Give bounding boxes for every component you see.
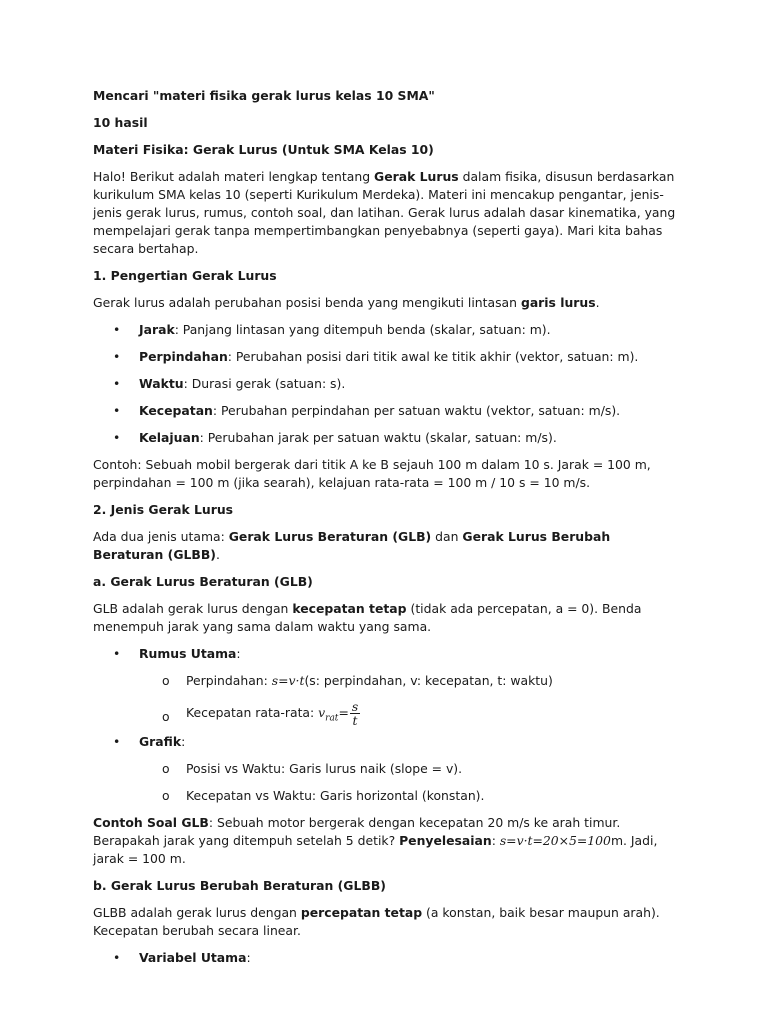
bullet-icon: • <box>113 376 121 391</box>
circle-bullet-icon: o <box>162 673 170 688</box>
bullet-icon: • <box>113 646 121 661</box>
list-item-grafik: • Grafik: <box>113 734 186 750</box>
bullet-icon: • <box>113 322 121 337</box>
list-item-waktu: • Waktu: Durasi gerak (satuan: s). <box>113 376 346 391</box>
formula-v-rat: $v_{rat}=$ <box>318 705 349 724</box>
list-item-kecepatan: • Kecepatan: Perubahan perpindahan per satuan waktu (vektor, satuan: m/s). <box>113 403 621 418</box>
list-item-variabel-utama: • Variabel Utama: <box>113 950 251 966</box>
circle-bullet-icon: o <box>162 709 170 724</box>
section-1-heading: 1. Pengertian Gerak Lurus <box>93 268 277 283</box>
bullet-icon: • <box>113 403 121 418</box>
sub-item-kecepatan-vs-waktu: o Kecepatan vs Waktu: Garis horizontal (konstan). <box>162 788 485 804</box>
bullet-icon: • <box>113 349 121 364</box>
bullet-icon: • <box>113 430 121 445</box>
sub-item-perpindahan-formula: o Perpindahan: s=v·t(s: perpindahan, v: kecepatan, t: waktu) <box>162 673 553 688</box>
circle-bullet-icon: o <box>162 761 170 777</box>
section-2-intro: Ada dua jenis utama: Gerak Lurus Beraturan (GLB) dan Gerak Lurus Berubah Beraturan (GLBB). <box>93 529 611 562</box>
glbb-heading: b. Gerak Lurus Berubah Beraturan (GLBB) <box>93 878 386 894</box>
formula-solution: s=v·t=20×5=100 <box>499 833 611 849</box>
formula-s-vt: s=v·t <box>271 673 305 688</box>
glb-example-paragraph: Contoh Soal GLB: Sebuah motor bergerak dengan kecepatan 20 m/s ke arah timur. Berapakah jarak yang ditempuh setelah 5 detik? Penyelesaian: s=v·t=20×5=100m. Jadi, jarak = 100 m. <box>93 815 658 867</box>
example-paragraph: Contoh: Sebuah mobil bergerak dari titik A ke B sejauh 100 m dalam 10 s. Jarak = 100 m, perpindahan = 100 m (jika searah), kelajuan rata-rata = 100 m / 10 s = 10 m/s. <box>93 457 651 490</box>
fraction-s-over-t: $\frac{s}{t}$ <box>351 699 359 728</box>
bullet-icon: • <box>113 734 121 750</box>
document-body <box>93 87 683 967</box>
list-item-jarak: • Jarak: Panjang lintasan yang ditempuh benda (skalar, satuan: m). <box>113 322 551 337</box>
sub-item-posisi-vs-waktu: o Posisi vs Waktu: Garis lurus naik (slope = v). <box>162 761 463 777</box>
definition-paragraph: Gerak lurus adalah perubahan posisi benda yang mengikuti lintasan garis lurus. <box>93 295 600 310</box>
section-2-heading: 2. Jenis Gerak Lurus <box>93 502 234 517</box>
list-item-rumus-utama: • Rumus Utama: <box>113 646 241 661</box>
list-item-perpindahan: • Perpindahan: Perubahan posisi dari titik awal ke titik akhir (vektor, satuan: m). <box>113 349 639 364</box>
bullet-icon: • <box>113 950 121 966</box>
intro-paragraph: Halo! Berikut adalah materi lengkap tentang Gerak Lurus dalam fisika, disusun berdasarkan kurikulum SMA kelas 10 (seperti Kurikulum Merdeka). Materi ini mencakup pengantar, jenis-jenis gerak lurus, rumus, contoh soal, dan latihan. Gerak lurus adalah dasar kinematika, yang mempelajari gerak tanpa mempertimbangkan penyebabnya (seperti gaya). Mari kita bahas secara bertahap. <box>93 169 676 256</box>
sub-item-kecepatan-rata-formula: o Kecepatan rata-rata: $v_{rat}=$ $\frac{s}{t}$ <box>162 699 359 728</box>
circle-bullet-icon: o <box>162 788 170 804</box>
glb-definition: GLB adalah gerak lurus dengan kecepatan tetap (tidak ada percepatan, a = 0). Benda menempuh jarak yang sama dalam waktu yang sama. <box>93 601 642 634</box>
result-count: 10 hasil <box>93 115 148 130</box>
search-query-text: Mencari "materi fisika gerak lurus kelas 10 SMA" <box>93 88 435 103</box>
list-item-kelajuan: • Kelajuan: Perubahan jarak per satuan waktu (skalar, satuan: m/s). <box>113 430 557 445</box>
page-title: Materi Fisika: Gerak Lurus (Untuk SMA Kelas 10) <box>93 142 434 157</box>
glbb-definition: GLBB adalah gerak lurus dengan percepatan tetap (a konstan, baik besar maupun arah). Kecepatan berubah secara linear. <box>93 905 660 939</box>
glb-heading: a. Gerak Lurus Beraturan (GLB) <box>93 574 313 589</box>
